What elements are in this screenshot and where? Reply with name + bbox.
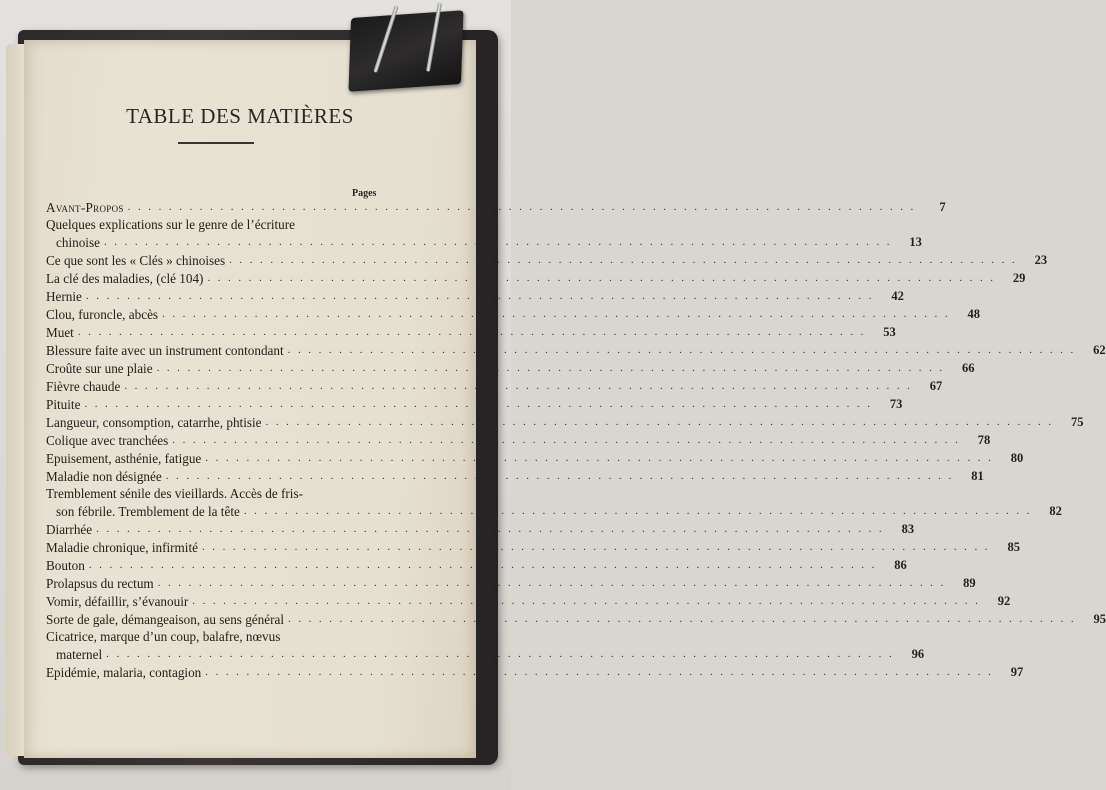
toc-page-number: 75	[1071, 415, 1084, 429]
toc-leader-dots: . . . . . . . . . . . . . . . . . . . . . . . . . . . . . . . . . . . . . . . . . . . . . . . . . . . . . . . . . . . . . . . . . . . . . . . . . . . . .	[156, 362, 945, 374]
toc-entry	[46, 305, 981, 323]
toc-leader-dots: . . . . . . . . . . . . . . . . . . . . . . . . . . . . . . . . . . . . . . . . . . . . . . . . . . . . . . . . . . . . . . . . . . . . . . . . . . . . .	[96, 523, 885, 535]
toc-leader-dots: . . . . . . . . . . . . . . . . . . . . . . . . . . . . . . . . . . . . . . . . . . . . . . . . . . . . . . . . . . . . . . . . . . . . . . . . . . . . .	[162, 308, 951, 320]
toc-leader-dots: . . . . . . . . . . . . . . . . . . . . . . . . . . . . . . . . . . . . . . . . . . . . . . . . . . . . . . . . . . . . . . . . . . . . . . . . . . . . .	[157, 577, 946, 589]
page-title: TABLE DES MATIÈRES	[126, 104, 354, 128]
toc-entry	[46, 467, 984, 485]
toc-entry	[46, 556, 907, 574]
toc-entry	[46, 485, 1062, 520]
toc-leader-dots: . . . . . . . . . . . . . . . . . . . . . . . . . . . . . . . . . . . . . . . . . . . . . . . . . . . . . . . . . . . . . . . . . . . . . . . . . . . . .	[165, 470, 954, 482]
toc-entry-title-line: Tremblement sénile des vieillards. Accès de fris-	[46, 486, 303, 501]
toc-entry	[46, 269, 1026, 287]
toc-page-number: 97	[1010, 665, 1024, 679]
toc-leader-dots: . . . . . . . . . . . . . . . . . . . . . . . . . . . . . . . . . . . . . . . . . . . . . . . . . . . . . . . . . . . . . . . . . . . . . . . . . . . . .	[172, 434, 961, 446]
toc-entry-title: Maladie chronique, infirmité	[46, 540, 198, 555]
toc-entry	[46, 287, 904, 305]
toc-page-number: 13	[909, 235, 922, 249]
toc-entry-title: Prolapsus du rectum	[46, 576, 154, 591]
toc-entry	[46, 198, 946, 216]
toc-leader-dots: . . . . . . . . . . . . . . . . . . . . . . . . . . . . . . . . . . . . . . . . . . . . . . . . . . . . . . . . . . . . . . . . . . . . . . . . . . . . .	[127, 201, 916, 213]
binder-clip-icon	[348, 0, 468, 92]
toc-entry	[46, 449, 1024, 467]
toc-entry	[46, 341, 1106, 359]
toc-entry-title: Vomir, défaillir, s’évanouir	[46, 594, 189, 609]
toc-entry	[46, 538, 1020, 556]
toc-entry-title: Clou, furoncle, abcès	[46, 307, 159, 322]
toc-leader-dots: . . . . . . . . . . . . . . . . . . . . . . . . . . . . . . . . . . . . . . . . . . . . . . . . . . . . . . . . . . . . . . . . . . . . . . . . . . . . .	[205, 452, 994, 464]
toc-entry-title: Maladie non désignée	[46, 469, 162, 484]
toc-page-number: 86	[894, 558, 907, 572]
toc-leader-dots: . . . . . . . . . . . . . . . . . . . . . . . . . . . . . . . . . . . . . . . . . . . . . . . . . . . . . . . . . . . . . . . . . . . . . . . . . . . . .	[77, 326, 866, 338]
toc-leader-dots: . . . . . . . . . . . . . . . . . . . . . . . . . . . . . . . . . . . . . . . . . . . . . . . . . . . . . . . . . . . . . . . . . . . . . . . . . . . . .	[288, 613, 1076, 625]
toc-page-number: 66	[962, 361, 975, 375]
toc-entry-title: Hernie	[46, 289, 82, 304]
toc-entry	[46, 413, 1084, 431]
pages-column-header: Pages	[352, 188, 377, 199]
toc-entry	[46, 377, 943, 395]
toc-entry	[46, 574, 976, 592]
toc-entry	[46, 520, 915, 538]
toc-entry-title: La clé des maladies, (clé 104)	[46, 271, 204, 286]
toc-entry-title: Fièvre chaude	[46, 379, 121, 394]
toc-entry-title: Diarrhée	[46, 522, 93, 537]
toc-page-number: 85	[1007, 540, 1020, 554]
toc-page-number: 80	[1010, 451, 1024, 465]
toc-leader-dots: . . . . . . . . . . . . . . . . . . . . . . . . . . . . . . . . . . . . . . . . . . . . . . . . . . . . . . . . . . . . . . . . . . . . . . . . . . . . .	[124, 380, 913, 392]
toc-leader-dots: . . . . . . . . . . . . . . . . . . . . . . . . . . . . . . . . . . . . . . . . . . . . . . . . . . . . . . . . . . . . . . . . . . . . . . . . . . . . .	[88, 559, 877, 571]
toc-page-number: 42	[891, 289, 904, 303]
title-divider	[178, 142, 254, 144]
toc-page-number: 82	[1049, 504, 1062, 518]
toc-page-number: 62	[1093, 343, 1106, 357]
toc-entry-title-line: Quelques explications sur le genre de l’écriture	[46, 217, 295, 232]
toc-entry	[46, 216, 922, 251]
toc-entry	[46, 592, 1011, 610]
toc-page-number: 96	[911, 647, 925, 661]
toc-entry	[46, 395, 903, 413]
toc-page-number: 81	[971, 469, 984, 483]
toc-leader-dots: . . . . . . . . . . . . . . . . . . . . . . . . . . . . . . . . . . . . . . . . . . . . . . . . . . . . . . . . . . . . . . . . . . . . . . . . . . . . .	[207, 272, 996, 284]
toc-page-number: 73	[889, 397, 903, 411]
toc-entry-title: Epuisement, asthénie, fatigue	[46, 451, 202, 466]
toc-page-number: 48	[967, 307, 981, 321]
toc-leader-dots: . . . . . . . . . . . . . . . . . . . . . . . . . . . . . . . . . . . . . . . . . . . . . . . . . . . . . . . . . . . . . . . . . . . . . . . . . . . . .	[106, 648, 895, 660]
toc-entry	[46, 663, 1024, 681]
toc-leader-dots: . . . . . . . . . . . . . . . . . . . . . . . . . . . . . . . . . . . . . . . . . . . . . . . . . . . . . . . . . . . . . . . . . . . . . . . . . . . . .	[84, 398, 873, 410]
toc-entry-title: Croûte sur une plaie	[46, 361, 153, 376]
toc-entry	[46, 628, 925, 663]
toc-leader-dots: . . . . . . . . . . . . . . . . . . . . . . . . . . . . . . . . . . . . . . . . . . . . . . . . . . . . . . . . . . . . . . . . . . . . . . . . . . . . .	[287, 344, 1076, 356]
toc-entry-title-line: Cicatrice, marque d’un coup, balafre, nœvus	[46, 629, 281, 644]
toc-entry	[46, 251, 1048, 269]
toc-page-number: 53	[883, 325, 896, 339]
table-of-contents	[46, 198, 1106, 681]
toc-entry-title: son fébrile. Tremblement de la tête	[56, 504, 240, 519]
toc-page-number: 7	[939, 200, 946, 214]
toc-entry-title: Ce que sont les « Clés » chinoises	[46, 253, 226, 268]
toc-entry-title: Blessure faite avec un instrument contondant	[46, 343, 284, 358]
toc-entry-title: Pituite	[46, 397, 81, 412]
toc-entry	[46, 610, 1106, 628]
toc-entry-title: Bouton	[46, 558, 85, 573]
toc-entry	[46, 359, 975, 377]
toc-entry-title: chinoise	[56, 235, 100, 250]
toc-entry	[46, 323, 896, 341]
toc-leader-dots: . . . . . . . . . . . . . . . . . . . . . . . . . . . . . . . . . . . . . . . . . . . . . . . . . . . . . . . . . . . . . . . . . . . . . . . . . . . . .	[192, 595, 981, 607]
toc-leader-dots: . . . . . . . . . . . . . . . . . . . . . . . . . . . . . . . . . . . . . . . . . . . . . . . . . . . . . . . . . . . . . . . . . . . . . . . . . . . . .	[201, 541, 990, 553]
toc-page-number: 67	[929, 379, 943, 393]
toc-page-number: 95	[1093, 612, 1106, 626]
toc-page-number: 83	[901, 522, 915, 536]
toc-leader-dots: . . . . . . . . . . . . . . . . . . . . . . . . . . . . . . . . . . . . . . . . . . . . . . . . . . . . . . . . . . . . . . . . . . . . . . . . . . . . .	[243, 505, 1032, 517]
toc-leader-dots: . . . . . . . . . . . . . . . . . . . . . . . . . . . . . . . . . . . . . . . . . . . . . . . . . . . . . . . . . . . . . . . . . . . . . . . . . . . . .	[205, 666, 994, 678]
toc-page-number: 78	[977, 433, 991, 447]
toc-entry-title: Sorte de gale, démangeaison, au sens général	[46, 612, 285, 627]
toc-page-number: 29	[1012, 271, 1026, 285]
toc-entry-title: maternel	[56, 647, 103, 662]
toc-page-number: 23	[1034, 253, 1048, 267]
toc-page-number: 89	[963, 576, 976, 590]
toc-entry-title: Epidémie, malaria, contagion	[46, 665, 202, 680]
toc-leader-dots: . . . . . . . . . . . . . . . . . . . . . . . . . . . . . . . . . . . . . . . . . . . . . . . . . . . . . . . . . . . . . . . . . . . . . . . . . . . . .	[265, 416, 1054, 428]
toc-page-number: 92	[997, 594, 1011, 608]
toc-entry-title: Colique avec tranchées	[46, 433, 169, 448]
toc-leader-dots: . . . . . . . . . . . . . . . . . . . . . . . . . . . . . . . . . . . . . . . . . . . . . . . . . . . . . . . . . . . . . . . . . . . . . . . . . . . . .	[229, 254, 1018, 266]
toc-entry-title: Muet	[46, 325, 74, 340]
toc-leader-dots: . . . . . . . . . . . . . . . . . . . . . . . . . . . . . . . . . . . . . . . . . . . . . . . . . . . . . . . . . . . . . . . . . . . . . . . . . . . . .	[85, 290, 874, 302]
toc-entry	[46, 431, 991, 449]
toc-entry-title: Avant-Propos	[46, 200, 124, 215]
toc-entry-title: Langueur, consomption, catarrhe, phtisie	[46, 415, 262, 430]
toc-leader-dots: . . . . . . . . . . . . . . . . . . . . . . . . . . . . . . . . . . . . . . . . . . . . . . . . . . . . . . . . . . . . . . . . . . . . . . . . . . . . .	[103, 236, 892, 248]
